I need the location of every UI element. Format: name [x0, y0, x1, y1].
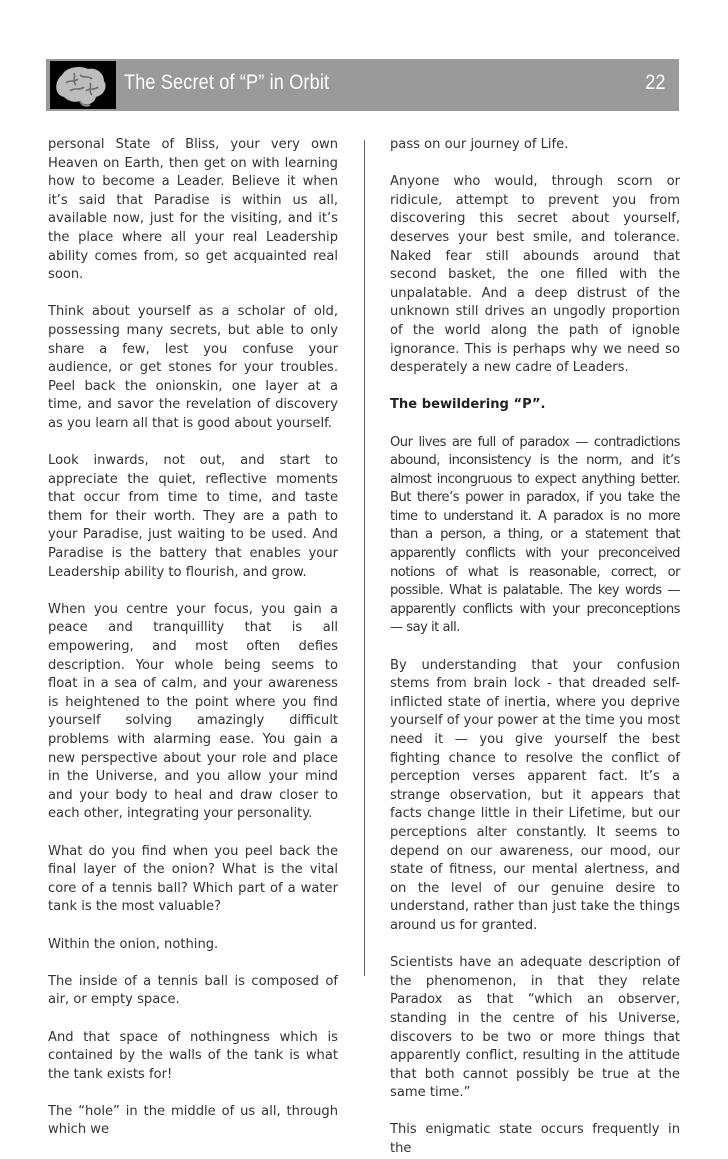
- column-divider: [364, 140, 365, 976]
- paragraph: The “hole” in the middle of us all, through which we: [48, 1103, 338, 1138]
- page-number: 22: [644, 71, 665, 94]
- paragraph: This enigmatic state occurs frequently in the: [390, 1122, 680, 1157]
- paragraph: pass on our journey of Life.: [390, 137, 569, 152]
- right-column: [390, 136, 680, 1157]
- paragraph: Look inwards, not out, and start to appreciate the quiet, reflective moments that occur from time to time, and taste them for their worth. They are a path to your Paradise, just waiting to be used. And Paradise is the battery that enables your Leadership ability to flourish, and grow.: [48, 453, 338, 580]
- page-title: The Secret of “P” in Orbit: [124, 71, 330, 94]
- paragraph: Within the onion, nothing.: [48, 936, 219, 952]
- paragraph: Think about yourself as a scholar of old, possessing many secrets, but able to only share a few, lest you confuse your audience, or get stones for your troubles. Peel back the onionskin, one layer at a time, and savor the revelation of discovery as you learn all that is good about yourself.: [48, 304, 338, 431]
- page-header: [46, 59, 679, 111]
- brain-icon: [50, 61, 116, 109]
- paragraph: When you centre your focus, you gain a peace and tranquillity that is all empowering, and most often defies description. Your whole being seems to float in a sea of calm, and your awareness is heightened to the point where you find yourself solving amazingly difficult problems with alarming ease. You gain a new perspective about your role and place in the Universe, and you allow your mind and your body to heal and draw closer to each other, integrating your personality.: [48, 601, 338, 822]
- paragraph: Anyone who would, through scorn or ridicule, attempt to prevent you from discovering this secret about yourself, deserves your best smile, and tolerance. Naked fear still abounds around that second basket, the one filled with the unpalatable. And a deep distrust of the unknown still drives an ungodly proportion of the world along the path of ignoble ignorance. This is perhaps why we need so desperately a new cadre of Leaders.: [390, 174, 680, 376]
- paragraph: Scientists have an adequate description of the phenomenon, in that they relate Paradox as that “which an observer, standing in the centre of his Universe, discovers to be two or more things that apparently conflict, resulting in the attitude that both cannot possibly be true at the same time.”: [390, 955, 680, 1101]
- paragraph: The inside of a tennis ball is composed of air, or empty space.: [48, 973, 338, 1008]
- paragraph: Our lives are full of paradox — contradictions abound, inconsistency is the norm, and it’s almost incongruous to expect anything better. But there’s power in paradox, if you take the time to understand it. A paradox is no more than a person, a thing, or a statement that apparently conflicts with your preconceived notions of what is reasonable, correct, or possible. What is palatable. The key words — apparently conflicts with your preconceptions — say it all.: [390, 434, 680, 636]
- paragraph: And that space of nothingness which is contained by the walls of the tank is what the tank exists for!: [48, 1029, 338, 1082]
- paragraph: personal State of Bliss, your very own Heaven on Earth, then get on with learning how to become a Leader. Believe it when it’s said that Paradise is within us all, available now, just for the visiting, and it’s the place where all your real Leadership ability comes from, so get acquainted real soon.: [48, 137, 338, 283]
- paragraph: By understanding that your confusion stems from brain lock - that dreaded self-inflicted state of inertia, where you deprive yourself of your power at the time you most need it — you give yourself the best fighting chance to resolve the conflict of perception verses apparent fact. It’s a strange observation, but it appears that facts change little in their Lifetime, but our perceptions alter constantly. It seems to depend on our awareness, our mood, our state of fitness, our mental alertness, and on the level of our genuine desire to understand, rather than just take the things around us for granted.: [390, 657, 680, 933]
- left-column: [48, 136, 338, 1138]
- section-heading: The bewildering “P”.: [390, 397, 546, 413]
- paragraph: What do you find when you peel back the final layer of the onion? What is the vital core of a tennis ball? Which part of a water tank is the most valuable?: [48, 843, 338, 915]
